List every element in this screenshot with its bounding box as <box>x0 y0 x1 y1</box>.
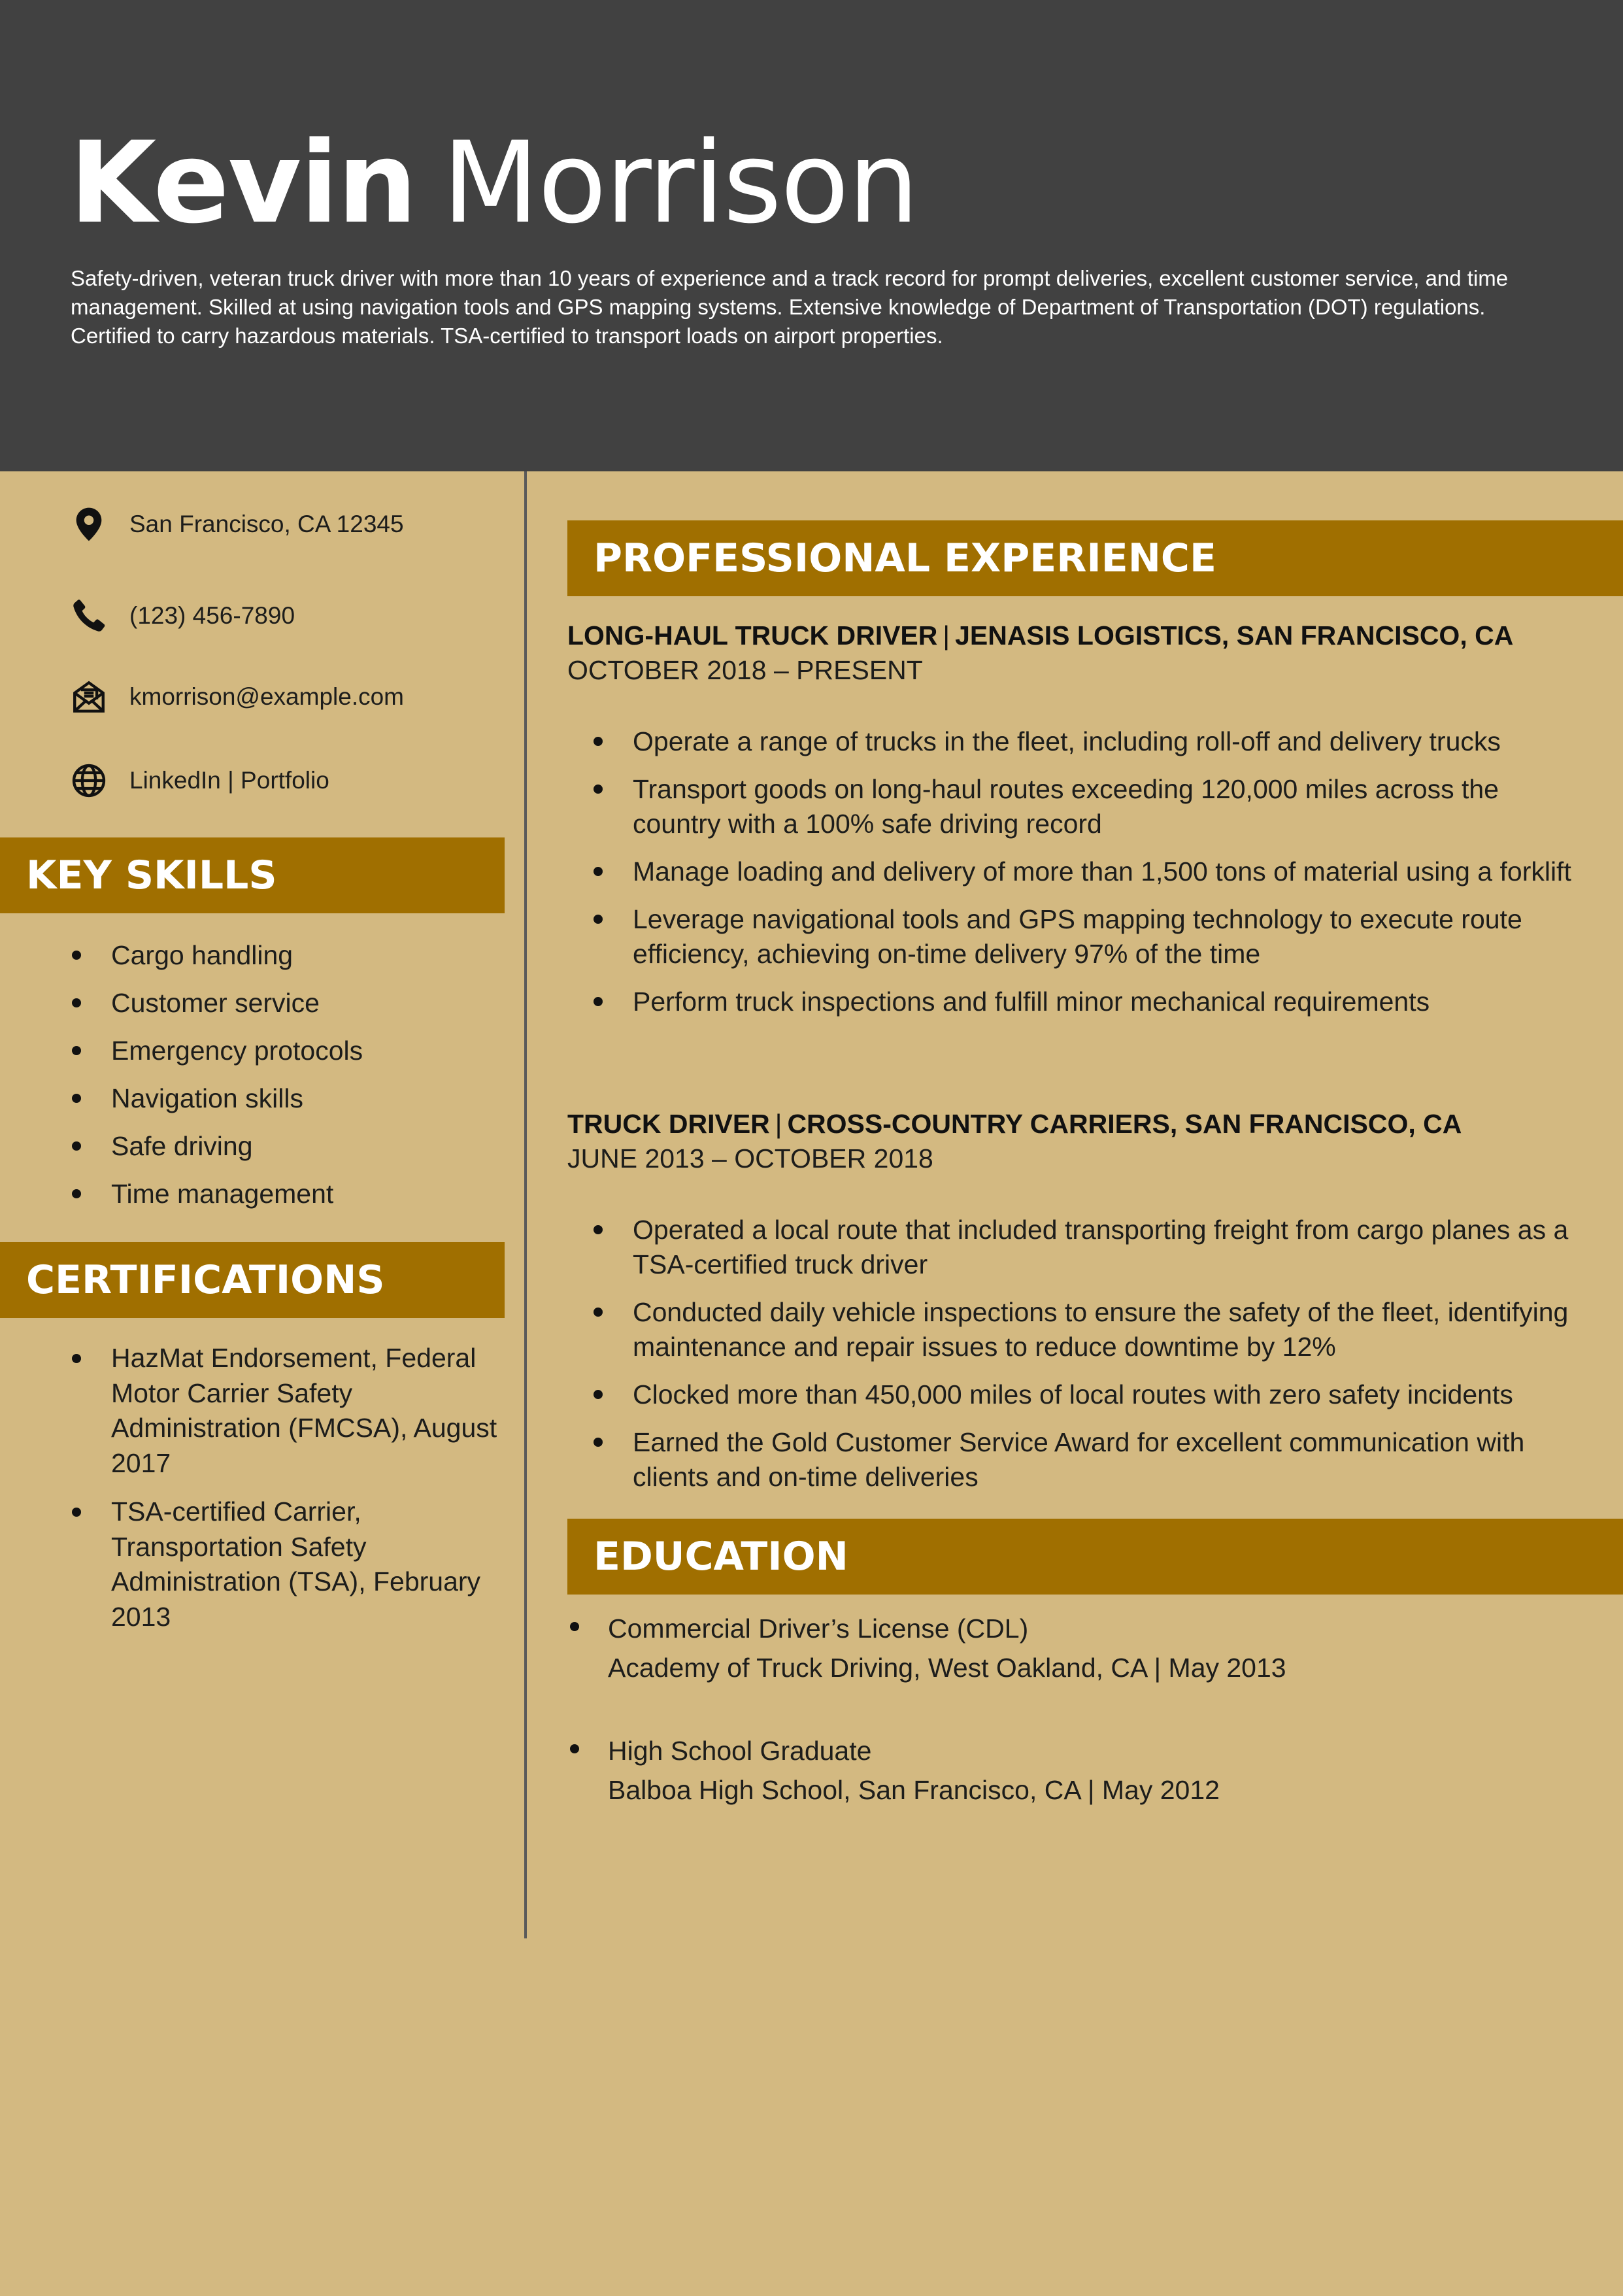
globe-icon <box>69 761 109 800</box>
bullet-dot <box>570 1744 579 1753</box>
envelope-icon <box>69 677 109 717</box>
education-degree: High School Graduate <box>608 1736 872 1766</box>
title-separator: | <box>775 1109 782 1139</box>
education-item <box>567 1731 1587 1810</box>
education-detail: Academy of Truck Driving, West Oakland, CA | May 2013 <box>608 1653 1286 1683</box>
job-dates: OCTOBER 2018 – PRESENT <box>567 655 923 685</box>
job-bullets <box>567 724 1587 1032</box>
education-degree: Commercial Driver’s License (CDL) <box>608 1613 1029 1644</box>
list-item: Customer service <box>69 979 501 1027</box>
key-skills-list <box>69 932 501 1218</box>
list-item: Safe driving <box>69 1123 501 1170</box>
contact-email <box>69 677 404 717</box>
column-divider <box>524 471 527 1938</box>
job-company: CROSS-COUNTRY CARRIERS, SAN FRANCISCO, CA <box>787 1109 1462 1139</box>
list-item: Time management <box>69 1170 501 1218</box>
job-title: TRUCK DRIVER <box>567 1109 770 1139</box>
contact-phone <box>69 596 295 635</box>
list-item: Perform truck inspections and fulfill minor mechanical requirements <box>567 985 1587 1019</box>
list-item: Operated a local route that included transporting freight from cargo planes as a TSA-certified truck driver <box>567 1213 1587 1282</box>
list-item: Navigation skills <box>69 1075 501 1123</box>
candidate-name <box>69 118 918 248</box>
phone-icon <box>69 596 109 635</box>
last-name: Morrison <box>442 117 918 248</box>
list-item: Transport goods on long-haul routes exceeding 120,000 miles across the country with a 100% safe driving record <box>567 772 1587 841</box>
education-detail: Balboa High School, San Francisco, CA | May 2012 <box>608 1775 1220 1805</box>
job-dates: JUNE 2013 – OCTOBER 2018 <box>567 1143 933 1173</box>
location-pin-icon <box>69 505 109 544</box>
job-title-line <box>567 1107 1462 1141</box>
list-item: Operate a range of trucks in the fleet, including roll-off and delivery trucks <box>567 724 1587 759</box>
title-separator: | <box>943 620 950 650</box>
contact-location <box>69 505 404 544</box>
bullet-dot <box>570 1622 579 1631</box>
education-heading: EDUCATION <box>567 1519 1623 1595</box>
job-title: LONG-HAUL TRUCK DRIVER <box>567 620 938 650</box>
key-skills-heading: KEY SKILLS <box>0 837 505 913</box>
list-item: Emergency protocols <box>69 1027 501 1075</box>
job-company: JENASIS LOGISTICS, SAN FRANCISCO, CA <box>955 620 1514 650</box>
experience-heading: PROFESSIONAL EXPERIENCE <box>567 520 1623 596</box>
list-item: Conducted daily vehicle inspections to ensure the safety of the fleet, identifying maintenance and repair issues to reduce downtime by 12% <box>567 1295 1587 1364</box>
profile-links[interactable]: LinkedIn | Portfolio <box>129 767 329 794</box>
resume-header <box>0 0 1623 471</box>
location-text: San Francisco, CA 12345 <box>129 511 404 537</box>
job-bullets <box>567 1213 1587 1508</box>
professional-summary: Safety-driven, veteran truck driver with more than 10 years of experience and a track record for prompt deliveries, excellent customer service, and time management. Skilled at using navigation tools and GPS mapping systems. Extensive knowledge of Department of Transportation (DOT) regulations. Certified to carry hazardous materials. TSA-certified to transport loads on airport properties. <box>71 266 1509 348</box>
list-item: Clocked more than 450,000 miles of local routes with zero safety incidents <box>567 1377 1587 1412</box>
certifications-heading: CERTIFICATIONS <box>0 1242 505 1318</box>
list-item: Leverage navigational tools and GPS mapping technology to execute route efficiency, achieving on-time delivery 97% of the time <box>567 902 1587 971</box>
contact-links <box>69 761 329 800</box>
first-name: Kevin <box>69 117 416 248</box>
certifications-list <box>69 1341 514 1648</box>
list-item: Earned the Gold Customer Service Award for excellent communication with clients and on-time deliveries <box>567 1425 1587 1494</box>
education-item <box>567 1609 1587 1687</box>
phone-text[interactable]: (123) 456-7890 <box>129 602 295 629</box>
list-item: TSA-certified Carrier, Transportation Safety Administration (TSA), February 2013 <box>69 1494 514 1634</box>
email-link[interactable]: kmorrison@example.com <box>129 683 405 710</box>
job-title-line <box>567 618 1513 652</box>
list-item: Manage loading and delivery of more than 1,500 tons of material using a forklift <box>567 854 1587 889</box>
list-item: Cargo handling <box>69 932 501 979</box>
list-item: HazMat Endorsement, Federal Motor Carrier Safety Administration (FMCSA), August 2017 <box>69 1341 514 1481</box>
